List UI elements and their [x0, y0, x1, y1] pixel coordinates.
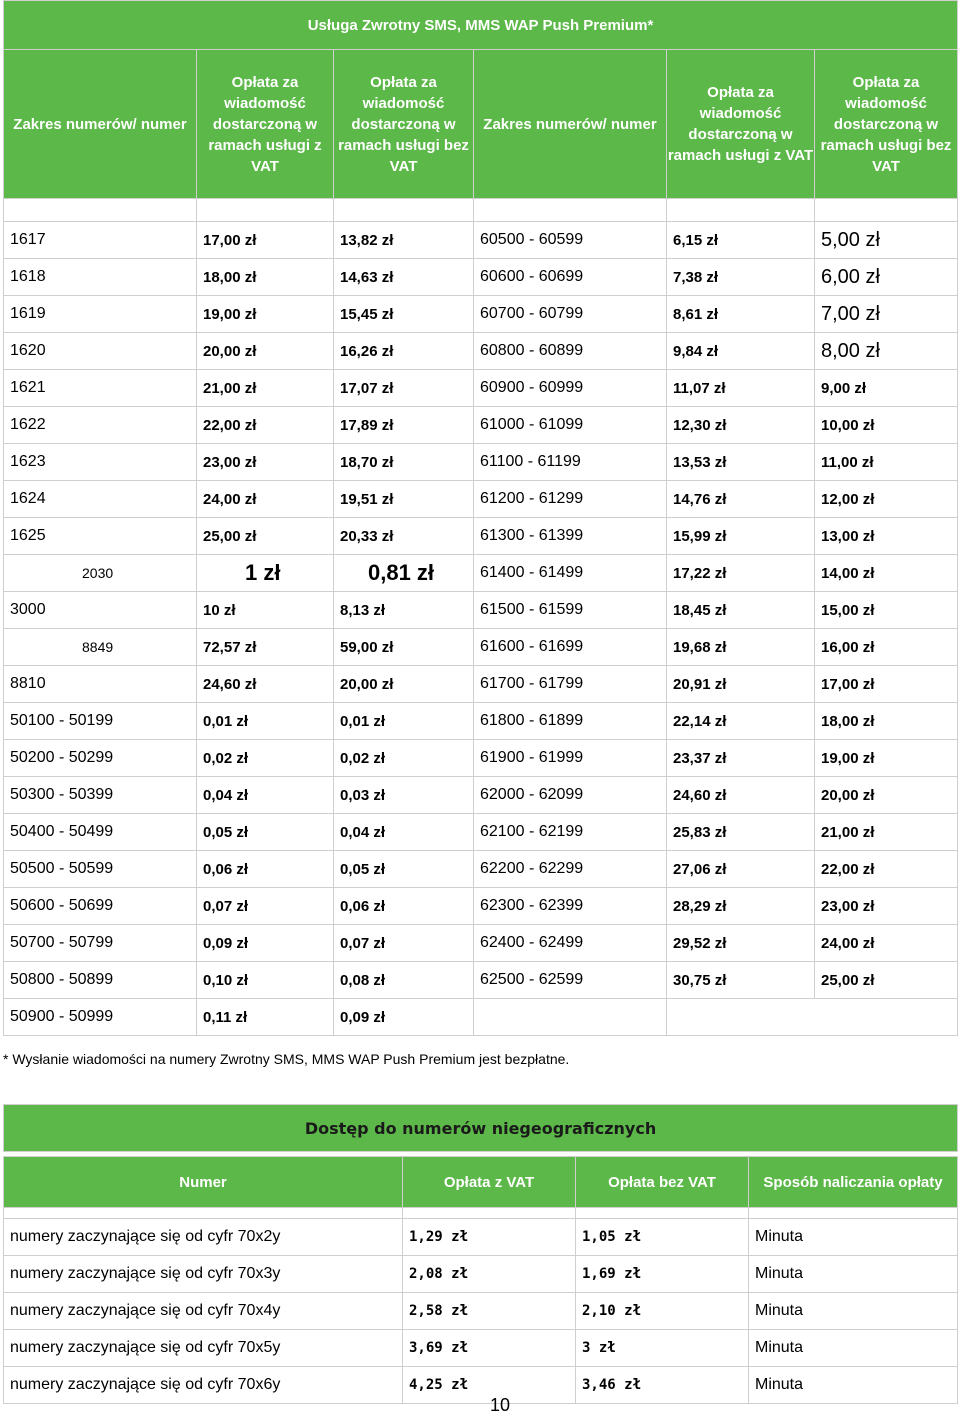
table-cell: 61800 - 61899: [474, 703, 667, 740]
table-cell: 7,38 zł: [667, 259, 815, 296]
table-row: [4, 333, 958, 370]
column-header: Opłata bez VAT: [576, 1157, 749, 1208]
table-row: [4, 740, 958, 777]
table-cell: 1625: [4, 518, 197, 555]
table-cell: 13,82 zł: [334, 222, 474, 259]
table-cell: 0,10 zł: [197, 962, 334, 999]
table-cell: 1617: [4, 222, 197, 259]
table-cell: 28,29 zł: [667, 888, 815, 925]
table-cell: 0,08 zł: [334, 962, 474, 999]
table-cell: 0,07 zł: [197, 888, 334, 925]
table-cell: 12,30 zł: [667, 407, 815, 444]
column-header: Opłata za wiadomość dostarczoną w ramach usługi bez VAT: [815, 50, 958, 199]
column-header: Opłata za wiadomość dostarczoną w ramach usługi bez VAT: [334, 50, 474, 199]
table-cell: 6,00 zł: [815, 259, 958, 296]
page-number: 10: [489, 1395, 511, 1415]
table-cell: 14,63 zł: [334, 259, 474, 296]
table-cell: 1624: [4, 481, 197, 518]
table-header-row: [4, 50, 958, 199]
table-cell: [667, 999, 958, 1036]
table-cell: 62300 - 62399: [474, 888, 667, 925]
table-cell: 24,60 zł: [197, 666, 334, 703]
table-cell: [474, 999, 667, 1036]
table-cell: 13,53 zł: [667, 444, 815, 481]
table-cell: 17,00 zł: [197, 222, 334, 259]
table-cell: 1,29 zł: [403, 1219, 576, 1256]
table-cell: 9,84 zł: [667, 333, 815, 370]
table-cell: 0,06 zł: [334, 888, 474, 925]
table-cell: numery zaczynające się od cyfr 70x5y: [4, 1330, 403, 1367]
table-cell: 5,00 zł: [815, 222, 958, 259]
table-cell: 23,00 zł: [815, 888, 958, 925]
table-cell: numery zaczynające się od cyfr 70x4y: [4, 1293, 403, 1330]
table-cell: 62200 - 62299: [474, 851, 667, 888]
non-geographic-numbers-table: [3, 1104, 958, 1404]
table-cell: 25,00 zł: [197, 518, 334, 555]
table-cell: 17,00 zł: [815, 666, 958, 703]
table-cell: 50600 - 50699: [4, 888, 197, 925]
table-cell: 59,00 zł: [334, 629, 474, 666]
table-row: [4, 407, 958, 444]
table-cell: 20,91 zł: [667, 666, 815, 703]
table-cell: 0,04 zł: [334, 814, 474, 851]
table-cell: 13,00 zł: [815, 518, 958, 555]
table-row: [4, 592, 958, 629]
table-cell: 62500 - 62599: [474, 962, 667, 999]
table-cell: 10 zł: [197, 592, 334, 629]
table-row: [4, 962, 958, 999]
table-cell: 2030: [4, 555, 197, 592]
table-cell: 1619: [4, 296, 197, 333]
table-cell: 60900 - 60999: [474, 370, 667, 407]
table-cell: 17,89 zł: [334, 407, 474, 444]
table-cell: 14,76 zł: [667, 481, 815, 518]
table-row: [4, 925, 958, 962]
column-header: Sposób naliczania opłaty: [749, 1157, 958, 1208]
table-cell: 8,61 zł: [667, 296, 815, 333]
table-cell: 25,83 zł: [667, 814, 815, 851]
table-cell: 1620: [4, 333, 197, 370]
table-cell: 22,00 zł: [815, 851, 958, 888]
table-cell: 8,00 zł: [815, 333, 958, 370]
table-cell: 2,58 zł: [403, 1293, 576, 1330]
table-cell: 6,15 zł: [667, 222, 815, 259]
table-cell: 61200 - 61299: [474, 481, 667, 518]
table-cell: 23,00 zł: [197, 444, 334, 481]
table-cell: 50100 - 50199: [4, 703, 197, 740]
table-cell: 0,01 zł: [197, 703, 334, 740]
column-header: Opłata z VAT: [403, 1157, 576, 1208]
table-cell: 8810: [4, 666, 197, 703]
table-cell: 15,45 zł: [334, 296, 474, 333]
table-title: Dostęp do numerów niegeograficznych: [4, 1105, 958, 1152]
table-cell: 2,08 zł: [403, 1256, 576, 1293]
table-cell: 50800 - 50899: [4, 962, 197, 999]
table-cell: 20,00 zł: [334, 666, 474, 703]
table-cell: 0,01 zł: [334, 703, 474, 740]
table-cell: 20,00 zł: [197, 333, 334, 370]
table-row: [4, 777, 958, 814]
table-row: [4, 999, 958, 1036]
table-cell: 4,25 zł: [403, 1367, 576, 1404]
table-cell: 50700 - 50799: [4, 925, 197, 962]
table-cell: 21,00 zł: [197, 370, 334, 407]
table-cell: 20,00 zł: [815, 777, 958, 814]
table-cell: 19,68 zł: [667, 629, 815, 666]
table-cell: 16,26 zł: [334, 333, 474, 370]
table-cell: 50200 - 50299: [4, 740, 197, 777]
table-cell: 1 zł: [197, 555, 334, 592]
table-cell: 3 zł: [576, 1330, 749, 1367]
table-cell: 50900 - 50999: [4, 999, 197, 1036]
table-cell: 1,05 zł: [576, 1219, 749, 1256]
table-cell: 61600 - 61699: [474, 629, 667, 666]
table-cell: 8849: [4, 629, 197, 666]
table-header-row: [4, 1157, 958, 1208]
table-row: [4, 888, 958, 925]
table-row: [4, 1219, 958, 1256]
table-cell: 24,60 zł: [667, 777, 815, 814]
column-header: Numer: [4, 1157, 403, 1208]
table-cell: 50400 - 50499: [4, 814, 197, 851]
table-row: [4, 851, 958, 888]
table-row: [4, 518, 958, 555]
table-cell: 60700 - 60799: [474, 296, 667, 333]
table-cell: 19,00 zł: [197, 296, 334, 333]
table-row: [4, 444, 958, 481]
table-cell: 30,75 zł: [667, 962, 815, 999]
table-cell: Minuta: [749, 1367, 958, 1404]
table-cell: 61500 - 61599: [474, 592, 667, 629]
table-cell: 1,69 zł: [576, 1256, 749, 1293]
table-cell: 27,06 zł: [667, 851, 815, 888]
table-cell: 16,00 zł: [815, 629, 958, 666]
table-cell: 11,00 zł: [815, 444, 958, 481]
table-row: [4, 222, 958, 259]
table-cell: 62100 - 62199: [474, 814, 667, 851]
table-cell: 0,09 zł: [334, 999, 474, 1036]
table-cell: 62400 - 62499: [474, 925, 667, 962]
table-cell: Minuta: [749, 1293, 958, 1330]
table-cell: 19,00 zł: [815, 740, 958, 777]
table-cell: 1618: [4, 259, 197, 296]
table-cell: 0,05 zł: [334, 851, 474, 888]
table-cell: 61000 - 61099: [474, 407, 667, 444]
table-row: [4, 666, 958, 703]
table-cell: 8,13 zł: [334, 592, 474, 629]
table-cell: 0,02 zł: [197, 740, 334, 777]
table-cell: 10,00 zł: [815, 407, 958, 444]
table-cell: 61700 - 61799: [474, 666, 667, 703]
table-cell: 50300 - 50399: [4, 777, 197, 814]
table-title: Usługa Zwrotny SMS, MMS WAP Push Premium*: [4, 1, 958, 50]
table-cell: 3,69 zł: [403, 1330, 576, 1367]
column-header: Opłata za wiadomość dostarczoną w ramach usługi z VAT: [197, 50, 334, 199]
table-cell: 0,04 zł: [197, 777, 334, 814]
table-row: [4, 703, 958, 740]
table-row: [4, 370, 958, 407]
table-cell: 0,05 zł: [197, 814, 334, 851]
table-cell: 11,07 zł: [667, 370, 815, 407]
table-cell: 20,33 zł: [334, 518, 474, 555]
table-cell: 17,22 zł: [667, 555, 815, 592]
table-cell: Minuta: [749, 1256, 958, 1293]
table-cell: 17,07 zł: [334, 370, 474, 407]
table-cell: 12,00 zł: [815, 481, 958, 518]
table-cell: 72,57 zł: [197, 629, 334, 666]
table-cell: Minuta: [749, 1330, 958, 1367]
table-cell: 0,11 zł: [197, 999, 334, 1036]
footnote: * Wysłanie wiadomości na numery Zwrotny SMS, MMS WAP Push Premium jest bezpłatne.: [3, 1051, 570, 1067]
table-row: [4, 259, 958, 296]
table-cell: 18,00 zł: [815, 703, 958, 740]
table-row: [4, 629, 958, 666]
table-cell: 0,03 zł: [334, 777, 474, 814]
table-cell: 23,37 zł: [667, 740, 815, 777]
table-cell: 19,51 zł: [334, 481, 474, 518]
table-cell: numery zaczynające się od cyfr 70x6y: [4, 1367, 403, 1404]
table-cell: 2,10 zł: [576, 1293, 749, 1330]
column-header: Opłata za wiadomość dostarczoną w ramach usługi z VAT: [667, 50, 815, 199]
table-cell: 21,00 zł: [815, 814, 958, 851]
table-cell: 18,00 zł: [197, 259, 334, 296]
table-cell: 18,70 zł: [334, 444, 474, 481]
table-cell: 0,09 zł: [197, 925, 334, 962]
table-row: [4, 1293, 958, 1330]
table-cell: 18,45 zł: [667, 592, 815, 629]
table-row: [4, 814, 958, 851]
column-header: Zakres numerów/ numer: [474, 50, 667, 199]
table-cell: 29,52 zł: [667, 925, 815, 962]
table-cell: 25,00 zł: [815, 962, 958, 999]
table-cell: 0,06 zł: [197, 851, 334, 888]
table-cell: 7,00 zł: [815, 296, 958, 333]
table-row: [4, 481, 958, 518]
table-cell: 1623: [4, 444, 197, 481]
table-cell: 62000 - 62099: [474, 777, 667, 814]
table-cell: 22,14 zł: [667, 703, 815, 740]
premium-sms-table: [3, 0, 958, 1036]
table-cell: 0,02 zł: [334, 740, 474, 777]
table-row: [4, 296, 958, 333]
table-cell: Minuta: [749, 1219, 958, 1256]
table-cell: 22,00 zł: [197, 407, 334, 444]
table-cell: 61300 - 61399: [474, 518, 667, 555]
table-cell: 9,00 zł: [815, 370, 958, 407]
table-cell: 15,00 zł: [815, 592, 958, 629]
table-cell: 1621: [4, 370, 197, 407]
table-row: [4, 555, 958, 592]
table-cell: 3,46 zł: [576, 1367, 749, 1404]
table-cell: 50500 - 50599: [4, 851, 197, 888]
table-cell: 0,81 zł: [334, 555, 474, 592]
table-cell: 24,00 zł: [815, 925, 958, 962]
table-cell: 61100 - 61199: [474, 444, 667, 481]
table-cell: 0,07 zł: [334, 925, 474, 962]
table-cell: 3000: [4, 592, 197, 629]
table-cell: 60500 - 60599: [474, 222, 667, 259]
table-cell: numery zaczynające się od cyfr 70x3y: [4, 1256, 403, 1293]
table-cell: 24,00 zł: [197, 481, 334, 518]
table-cell: 60600 - 60699: [474, 259, 667, 296]
table-cell: 60800 - 60899: [474, 333, 667, 370]
table-cell: 1622: [4, 407, 197, 444]
table-cell: numery zaczynające się od cyfr 70x2y: [4, 1219, 403, 1256]
table-cell: 14,00 zł: [815, 555, 958, 592]
table-row: [4, 1330, 958, 1367]
table-cell: 61900 - 61999: [474, 740, 667, 777]
table-cell: 61400 - 61499: [474, 555, 667, 592]
table-row: [4, 1256, 958, 1293]
table-cell: 15,99 zł: [667, 518, 815, 555]
column-header: Zakres numerów/ numer: [4, 50, 197, 199]
